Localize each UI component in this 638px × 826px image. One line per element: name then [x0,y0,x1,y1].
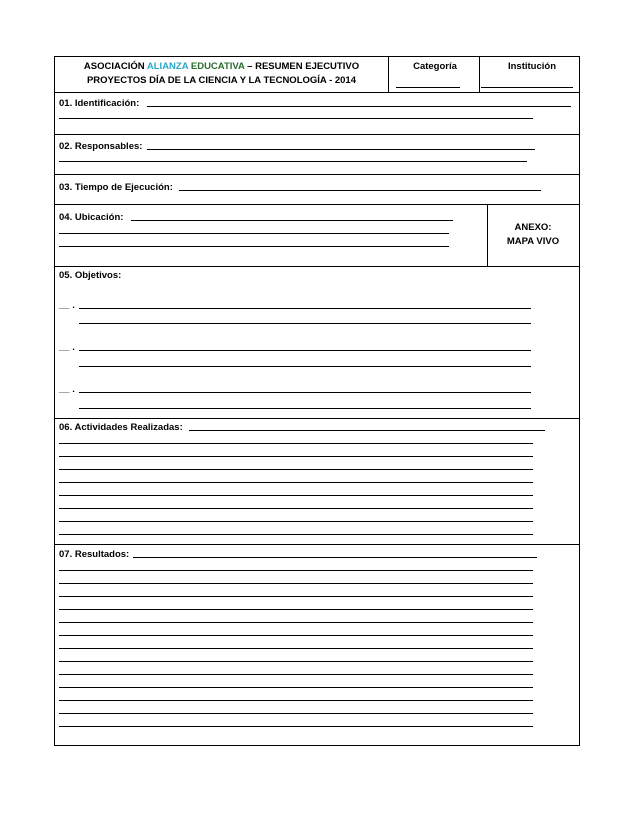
institucion-field[interactable] [481,87,573,88]
resultados-field[interactable] [59,596,533,597]
actividades-field[interactable] [59,495,533,496]
ubicacion-label: 04. Ubicación: [59,212,124,223]
anexo-box [487,205,579,265]
anexo-label: ANEXO: [514,222,552,233]
resultados-field[interactable] [133,557,537,558]
actividades-field[interactable] [59,456,533,457]
section-objetivos [55,267,579,419]
brand-alianza: ALIANZA [146,61,189,72]
objetivos-label: 05. Objetivos: [59,270,122,281]
resultados-field[interactable] [59,674,533,675]
resultados-field[interactable] [59,609,533,610]
objetivo-marker: __ . [59,342,75,353]
objetivo-field[interactable] [79,308,531,309]
categoria-label: Categoría [413,61,457,72]
actividades-field[interactable] [59,534,533,535]
ubicacion-field[interactable] [59,246,449,247]
resultados-field[interactable] [59,570,533,571]
section-identificacion [55,93,579,135]
tiempo-label: 03. Tiempo de Ejecución: [59,182,173,193]
actividades-field[interactable] [59,469,533,470]
responsables-field[interactable] [147,149,535,150]
actividades-field[interactable] [59,508,533,509]
resultados-field[interactable] [59,687,533,688]
form-title: ASOCIACIÓN ALIANZA EDUCATIVA – RESUMEN EJECUTIVO PROYECTOS DÍA DE LA CIENCIA Y LA TECNOLOGÍA - 2014 [83,61,360,86]
resultados-field[interactable] [59,622,533,623]
mapa-vivo-label: MAPA VIVO [506,236,560,247]
categoria-field[interactable] [396,87,460,88]
section-resultados [55,545,579,745]
resultados-field[interactable] [59,713,533,714]
ubicacion-field[interactable] [59,233,449,234]
objetivo-field[interactable] [79,350,531,351]
objetivo-marker: __ . [59,300,75,311]
resultados-field[interactable] [59,583,533,584]
section-tiempo [55,175,579,205]
tiempo-field[interactable] [179,190,541,191]
resultados-field[interactable] [59,635,533,636]
section-responsables [55,135,579,175]
objetivo-field[interactable] [79,408,531,409]
responsables-label: 02. Responsables: [59,141,143,152]
actividades-label: 06. Actividades Realizadas: [59,422,183,433]
actividades-field[interactable] [189,430,545,431]
form-header [55,57,579,93]
responsables-field[interactable] [59,161,527,162]
section-ubicacion [55,205,579,267]
objetivo-marker: __ . [59,384,75,395]
identificacion-field[interactable] [147,106,571,107]
ubicacion-field[interactable] [131,220,453,221]
resultados-field[interactable] [59,726,533,727]
brand-educativa: EDUCATIVA [188,61,245,72]
section-actividades [55,419,579,545]
resultados-label: 07. Resultados: [59,549,130,560]
actividades-field[interactable] [59,482,533,483]
resultados-field[interactable] [59,661,533,662]
objetivo-field[interactable] [79,323,531,324]
identificacion-label: 01. Identificación: [59,98,140,109]
objetivo-field[interactable] [79,366,531,367]
institucion-label: Institución [507,61,557,72]
summary-form [54,56,580,746]
resultados-field[interactable] [59,648,533,649]
actividades-field[interactable] [59,521,533,522]
resultados-field[interactable] [59,700,533,701]
objetivo-field[interactable] [79,392,531,393]
identificacion-field[interactable] [59,118,533,119]
actividades-field[interactable] [59,443,533,444]
